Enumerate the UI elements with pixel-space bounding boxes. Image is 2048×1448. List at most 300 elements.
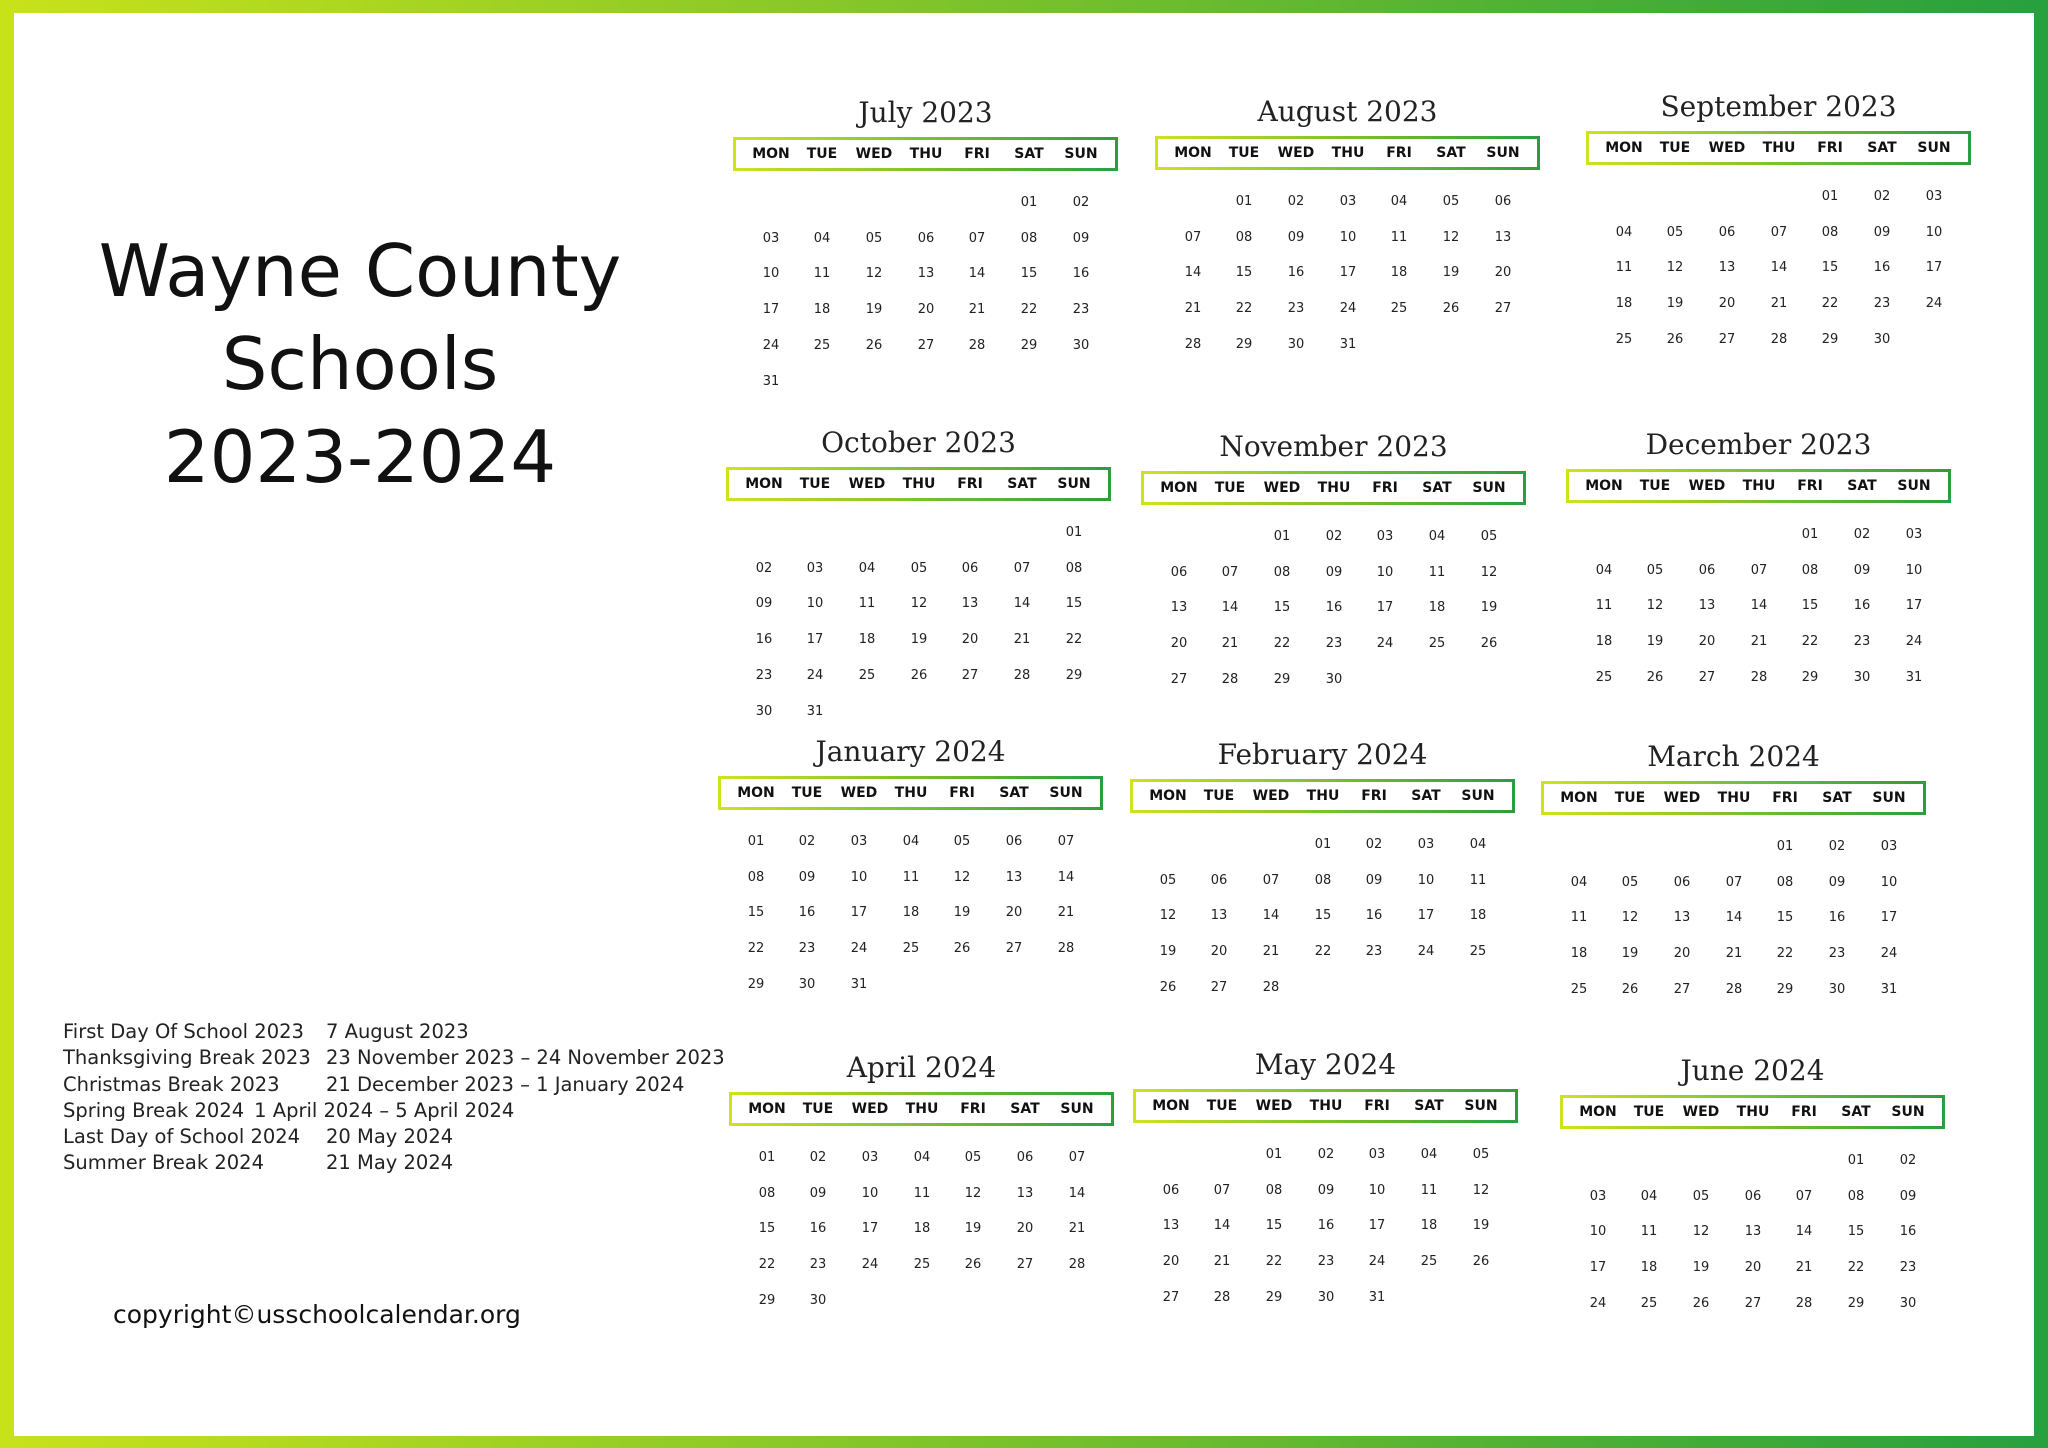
day-cell: 29: [747, 976, 765, 992]
day-cell: 17: [806, 632, 824, 648]
day-cell: 04: [1420, 1147, 1438, 1162]
day-cell: 18: [1595, 634, 1613, 650]
day-cell: 11: [1615, 260, 1633, 276]
day-cell: 07: [1750, 562, 1768, 578]
day-cell: 31: [1880, 981, 1898, 997]
weekday-label: TUE: [1614, 790, 1646, 806]
day-cell: 15: [1235, 265, 1253, 281]
month-title: August 2023: [1257, 95, 1438, 128]
weekday-header: [1141, 471, 1526, 505]
day-cell: 21: [1013, 632, 1031, 648]
month-title: September 2023: [1660, 90, 1897, 123]
weekday-label: THU: [894, 785, 928, 801]
day-cell: 28: [968, 337, 986, 353]
day-cell: 17: [1880, 910, 1898, 926]
day-cell: 28: [1057, 941, 1075, 957]
weekday-label: SAT: [1822, 790, 1852, 806]
day-cell: 08: [1314, 872, 1332, 888]
day-cell: 05: [1666, 224, 1684, 240]
day-cell: 16: [1853, 598, 1871, 614]
day-cell: 25: [1640, 1295, 1658, 1311]
day-cell: 21: [1068, 1221, 1086, 1237]
day-cell: 15: [1065, 596, 1083, 612]
month-title: October 2023: [821, 426, 1016, 459]
day-cell: 08: [1273, 564, 1291, 580]
day-cell: 20: [1744, 1260, 1762, 1276]
day-cell: 11: [1390, 229, 1408, 245]
weekday-label: SAT: [999, 785, 1029, 801]
day-cell: 13: [1673, 910, 1691, 926]
day-cell: 14: [1725, 910, 1743, 926]
day-cell: 27: [1016, 1257, 1034, 1273]
day-cell: 25: [913, 1257, 931, 1273]
day-cell: 15: [1273, 600, 1291, 616]
day-cell: 27: [1210, 979, 1228, 995]
day-cell: 01: [1020, 195, 1038, 210]
weekday-label: MON: [1152, 1098, 1190, 1114]
weekday-label: SAT: [1010, 1101, 1040, 1117]
day-cell: 06: [917, 230, 935, 246]
day-cell: 10: [861, 1185, 879, 1201]
day-cell: 18: [1420, 1218, 1438, 1234]
month-title: April 2024: [846, 1051, 997, 1084]
event-row: [63, 1072, 685, 1099]
event-label: Christmas Break 2023: [63, 1072, 280, 1096]
day-cell: 30: [1287, 336, 1305, 352]
day-cell: 07: [1057, 834, 1075, 849]
day-cell: 30: [1873, 331, 1891, 347]
event-date: 1 April 2024 – 5 April 2024: [254, 1098, 515, 1122]
day-cell: 25: [902, 941, 920, 957]
day-cell: 11: [1469, 872, 1487, 888]
day-cell: 19: [1442, 265, 1460, 281]
event-label: Last Day of School 2024: [63, 1125, 301, 1149]
day-cell: 17: [1925, 260, 1943, 276]
day-cell: 20: [1170, 636, 1188, 652]
weekday-label: SUN: [1891, 1104, 1925, 1120]
day-cell: 26: [865, 337, 883, 353]
day-cell: 21: [1725, 946, 1743, 962]
weekday-label: FRI: [1817, 140, 1843, 156]
day-cell: 27: [1698, 669, 1716, 685]
day-cell: 01: [1314, 837, 1332, 852]
weekday-label: FRI: [1364, 1098, 1390, 1114]
day-cell: 09: [798, 869, 816, 885]
day-cell: 11: [913, 1185, 931, 1201]
weekday-label: SUN: [1064, 146, 1098, 162]
day-cell: 09: [1899, 1188, 1917, 1204]
day-cell: 03: [762, 230, 780, 246]
day-cell: 24: [1368, 1254, 1386, 1270]
day-cell: 16: [1287, 265, 1305, 281]
weekday-label: TUE: [806, 146, 838, 162]
weekday-label: WED: [848, 476, 886, 492]
day-cell: 30: [809, 1292, 827, 1308]
weekday-header: [726, 467, 1111, 501]
weekday-label: TUE: [802, 1101, 834, 1117]
day-cell: 02: [1899, 1153, 1917, 1168]
day-cell: 07: [1213, 1182, 1231, 1198]
day-cell: 02: [809, 1150, 827, 1165]
day-cell: 14: [1013, 596, 1031, 612]
weekday-label: TUE: [1228, 145, 1260, 161]
weekday-label: SAT: [1414, 1098, 1444, 1114]
day-cell: 04: [1469, 837, 1487, 852]
day-cell: 03: [806, 560, 824, 576]
day-cell: 26: [1621, 981, 1639, 997]
day-cell: 06: [1698, 562, 1716, 578]
day-cell: 23: [809, 1257, 827, 1273]
day-cell: 09: [1365, 872, 1383, 888]
day-cell: 14: [1184, 265, 1202, 281]
day-cell: 24: [1339, 301, 1357, 317]
day-cell: 20: [1718, 296, 1736, 312]
day-cell: 19: [1666, 296, 1684, 312]
day-cell: 22: [1265, 1254, 1283, 1270]
weekday-label: WED: [840, 785, 878, 801]
day-cell: 26: [1442, 301, 1460, 317]
day-cell: 26: [1159, 979, 1177, 995]
day-cell: 01: [1235, 194, 1253, 209]
day-cell: 19: [865, 302, 883, 318]
day-cell: 22: [1273, 636, 1291, 652]
day-cell: 15: [747, 905, 765, 921]
weekday-header: [1133, 1089, 1518, 1123]
day-cell: 09: [755, 596, 773, 612]
weekday-label: SUN: [1472, 480, 1506, 496]
day-cell: 16: [755, 632, 773, 648]
day-cell: 03: [1368, 1147, 1386, 1162]
day-cell: 18: [813, 302, 831, 318]
day-cell: 05: [1442, 194, 1460, 209]
day-cell: 05: [953, 834, 971, 849]
day-cell: 17: [850, 905, 868, 921]
day-cell: 23: [1853, 634, 1871, 650]
weekday-label: WED: [1663, 790, 1701, 806]
day-cell: 11: [813, 266, 831, 282]
month-title: December 2023: [1645, 428, 1872, 461]
day-cell: 10: [1589, 1224, 1607, 1240]
day-cell: 03: [1925, 189, 1943, 204]
day-cell: 07: [1068, 1150, 1086, 1165]
day-cell: 29: [1273, 671, 1291, 687]
day-cell: 10: [1925, 224, 1943, 240]
day-cell: 17: [1368, 1218, 1386, 1234]
day-cell: 19: [1480, 600, 1498, 616]
day-cell: 07: [1795, 1188, 1813, 1204]
day-cell: 04: [1570, 874, 1588, 890]
day-cell: 12: [1621, 910, 1639, 926]
day-cell: 06: [1673, 874, 1691, 890]
day-cell: 08: [1801, 562, 1819, 578]
day-cell: 24: [806, 667, 824, 683]
day-cell: 28: [1795, 1295, 1813, 1311]
day-cell: 27: [1744, 1295, 1762, 1311]
day-cell: 01: [1776, 839, 1794, 854]
day-cell: 10: [1880, 874, 1898, 890]
day-cell: 11: [1595, 598, 1613, 614]
day-cell: 28: [1262, 979, 1280, 995]
weekday-label: THU: [1306, 788, 1340, 804]
day-cell: 20: [1005, 905, 1023, 921]
day-cell: 30: [755, 703, 773, 719]
day-cell: 29: [1821, 331, 1839, 347]
day-cell: 13: [1210, 908, 1228, 924]
weekday-label: MON: [1560, 790, 1598, 806]
day-cell: 28: [1725, 981, 1743, 997]
title-line-1: Wayne County: [98, 229, 622, 313]
day-cell: 10: [1368, 1182, 1386, 1198]
weekday-label: SAT: [1436, 145, 1466, 161]
event-label: Spring Break 2024: [63, 1098, 245, 1122]
day-cell: 13: [1698, 598, 1716, 614]
weekday-label: WED: [1263, 480, 1301, 496]
day-cell: 10: [762, 266, 780, 282]
day-cell: 15: [1776, 910, 1794, 926]
day-cell: 22: [1847, 1260, 1865, 1276]
day-cell: 18: [902, 905, 920, 921]
day-cell: 19: [1646, 634, 1664, 650]
weekday-label: WED: [855, 146, 893, 162]
day-cell: 26: [910, 667, 928, 683]
day-cell: 14: [1770, 260, 1788, 276]
day-cell: 04: [913, 1150, 931, 1165]
day-cell: 24: [850, 941, 868, 957]
weekday-label: WED: [1252, 788, 1290, 804]
day-cell: 11: [902, 869, 920, 885]
weekday-header: [1566, 469, 1951, 503]
weekday-label: WED: [1255, 1098, 1293, 1114]
title-line-3: 2023-2024: [163, 415, 557, 499]
day-cell: 29: [758, 1292, 776, 1308]
day-cell: 15: [1821, 260, 1839, 276]
weekday-label: SAT: [1014, 146, 1044, 162]
day-cell: 09: [1287, 229, 1305, 245]
weekday-label: SAT: [1422, 480, 1452, 496]
day-cell: 12: [865, 266, 883, 282]
weekday-label: MON: [752, 146, 790, 162]
day-cell: 17: [1589, 1260, 1607, 1276]
weekday-label: SUN: [1486, 145, 1520, 161]
weekday-label: SUN: [1049, 785, 1083, 801]
day-cell: 26: [1646, 669, 1664, 685]
day-cell: 09: [1853, 562, 1871, 578]
day-cell: 14: [1750, 598, 1768, 614]
day-cell: 27: [917, 337, 935, 353]
day-cell: 21: [1262, 944, 1280, 960]
day-cell: 09: [809, 1185, 827, 1201]
day-cell: 17: [1417, 908, 1435, 924]
day-cell: 22: [758, 1257, 776, 1273]
day-cell: 02: [1873, 189, 1891, 204]
day-cell: 10: [850, 869, 868, 885]
day-cell: 26: [953, 941, 971, 957]
day-cell: 10: [1417, 872, 1435, 888]
day-cell: 12: [910, 596, 928, 612]
day-cell: 10: [1339, 229, 1357, 245]
weekday-label: FRI: [1772, 790, 1798, 806]
day-cell: 27: [1494, 301, 1512, 317]
day-cell: 18: [858, 632, 876, 648]
day-cell: 27: [1718, 331, 1736, 347]
day-cell: 02: [1828, 839, 1846, 854]
day-cell: 23: [1899, 1260, 1917, 1276]
day-cell: 11: [1570, 910, 1588, 926]
day-cell: 14: [968, 266, 986, 282]
day-cell: 27: [1005, 941, 1023, 957]
day-cell: 15: [1265, 1218, 1283, 1234]
weekday-label: THU: [1317, 480, 1351, 496]
weekday-label: THU: [1717, 790, 1751, 806]
day-cell: 25: [813, 337, 831, 353]
day-cell: 12: [964, 1185, 982, 1201]
day-cell: 16: [809, 1221, 827, 1237]
day-cell: 13: [1494, 229, 1512, 245]
day-cell: 12: [1159, 908, 1177, 924]
day-cell: 10: [1905, 562, 1923, 578]
weekday-label: THU: [902, 476, 936, 492]
weekday-label: TUE: [1203, 788, 1235, 804]
day-cell: 28: [1184, 336, 1202, 352]
day-cell: 31: [1905, 669, 1923, 685]
day-cell: 04: [1428, 529, 1446, 544]
day-cell: 06: [1718, 224, 1736, 240]
day-cell: 25: [1390, 301, 1408, 317]
day-cell: 16: [1828, 910, 1846, 926]
day-cell: 24: [1905, 634, 1923, 650]
day-cell: 08: [1847, 1188, 1865, 1204]
day-cell: 30: [1828, 981, 1846, 997]
day-cell: 30: [1317, 1289, 1335, 1305]
weekday-label: SUN: [1464, 1098, 1498, 1114]
weekday-label: MON: [1605, 140, 1643, 156]
day-cell: 16: [1873, 260, 1891, 276]
month-title: February 2024: [1217, 738, 1428, 771]
day-cell: 29: [1065, 667, 1083, 683]
day-cell: 17: [1905, 598, 1923, 614]
day-cell: 15: [1847, 1224, 1865, 1240]
day-cell: 04: [902, 834, 920, 849]
day-cell: 24: [1417, 944, 1435, 960]
day-cell: 16: [1325, 600, 1343, 616]
weekday-label: MON: [1174, 145, 1212, 161]
day-cell: 26: [1480, 636, 1498, 652]
day-cell: 28: [1770, 331, 1788, 347]
day-cell: 03: [1905, 527, 1923, 542]
day-cell: 16: [1365, 908, 1383, 924]
day-cell: 19: [953, 905, 971, 921]
day-cell: 19: [1621, 946, 1639, 962]
day-cell: 30: [1072, 337, 1090, 353]
day-cell: 23: [1365, 944, 1383, 960]
weekday-label: SUN: [1060, 1101, 1094, 1117]
weekday-label: MON: [1149, 788, 1187, 804]
day-cell: 28: [1221, 671, 1239, 687]
day-cell: 07: [968, 230, 986, 246]
day-cell: 02: [1287, 194, 1305, 209]
weekday-label: MON: [737, 785, 775, 801]
day-cell: 07: [1770, 224, 1788, 240]
event-date: 23 November 2023 – 24 November 2023: [326, 1046, 725, 1070]
day-cell: 28: [1213, 1289, 1231, 1305]
day-cell: 13: [1016, 1185, 1034, 1201]
day-cell: 23: [1873, 296, 1891, 312]
weekday-label: FRI: [964, 146, 990, 162]
day-cell: 01: [1065, 525, 1083, 540]
day-cell: 05: [964, 1150, 982, 1165]
day-cell: 16: [1072, 266, 1090, 282]
weekday-label: SUN: [1461, 788, 1495, 804]
weekday-label: SUN: [1872, 790, 1906, 806]
day-cell: 05: [1692, 1188, 1710, 1204]
day-cell: 02: [755, 560, 773, 576]
weekday-label: WED: [851, 1101, 889, 1117]
day-cell: 07: [1013, 560, 1031, 576]
event-row: [63, 1099, 514, 1125]
day-cell: 02: [1365, 837, 1383, 852]
day-cell: 02: [1325, 529, 1343, 544]
day-cell: 09: [1317, 1182, 1335, 1198]
day-cell: 26: [1666, 331, 1684, 347]
day-cell: 18: [1615, 296, 1633, 312]
day-cell: 04: [858, 560, 876, 576]
day-cell: 20: [961, 632, 979, 648]
day-cell: 27: [1162, 1289, 1180, 1305]
day-cell: 02: [1072, 195, 1090, 210]
day-cell: 19: [964, 1221, 982, 1237]
day-cell: 23: [755, 667, 773, 683]
day-cell: 04: [1390, 194, 1408, 209]
weekday-label: SAT: [1847, 478, 1877, 494]
weekday-label: WED: [1682, 1104, 1720, 1120]
day-cell: 01: [1273, 529, 1291, 544]
day-cell: 16: [1899, 1224, 1917, 1240]
month-title: March 2024: [1647, 740, 1820, 773]
day-cell: 14: [1057, 869, 1075, 885]
day-cell: 20: [1210, 944, 1228, 960]
day-cell: 25: [858, 667, 876, 683]
weekday-label: MON: [748, 1101, 786, 1117]
day-cell: 30: [798, 976, 816, 992]
day-cell: 06: [1210, 872, 1228, 888]
day-cell: 13: [961, 596, 979, 612]
day-cell: 12: [1692, 1224, 1710, 1240]
day-cell: 13: [1718, 260, 1736, 276]
day-cell: 29: [1235, 336, 1253, 352]
weekday-label: THU: [1736, 1104, 1770, 1120]
day-cell: 24: [1589, 1295, 1607, 1311]
day-cell: 29: [1801, 669, 1819, 685]
day-cell: 30: [1853, 669, 1871, 685]
day-cell: 26: [1472, 1254, 1490, 1270]
day-cell: 23: [1317, 1254, 1335, 1270]
day-cell: 31: [1339, 336, 1357, 352]
weekday-label: TUE: [1639, 478, 1671, 494]
copyright-text: copyright©usschoolcalendar.org: [113, 1300, 521, 1329]
day-cell: 20: [1698, 634, 1716, 650]
weekday-label: THU: [1742, 478, 1776, 494]
day-cell: 06: [1744, 1188, 1762, 1204]
day-cell: 22: [1065, 632, 1083, 648]
day-cell: 08: [758, 1185, 776, 1201]
weekday-label: FRI: [1386, 145, 1412, 161]
day-cell: 24: [1925, 296, 1943, 312]
weekday-label: FRI: [949, 785, 975, 801]
day-cell: 22: [1235, 301, 1253, 317]
day-cell: 28: [1013, 667, 1031, 683]
day-cell: 07: [1221, 564, 1239, 580]
day-cell: 12: [1472, 1182, 1490, 1198]
